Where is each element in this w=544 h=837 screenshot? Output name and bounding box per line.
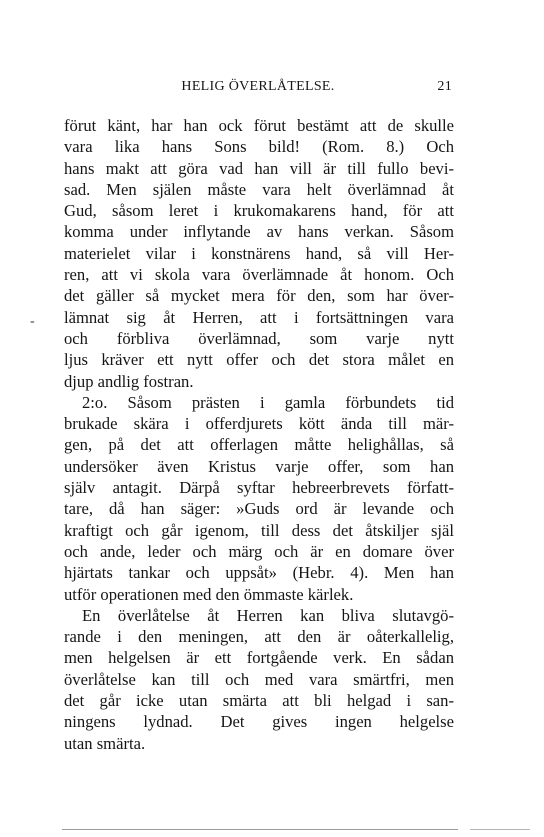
text-line: det gäller så mycket mera för den, som har över- [64,286,454,306]
text-line: vara lika hans Sons bild! (Rom. 8.) Och [64,137,454,157]
text-line: tare, då han säger: »Guds ord är levande och [64,499,454,519]
text-line: 2:o. Såsom prästen i gamla förbundets tid [82,392,454,412]
text-line: men helgelsen är ett fortgående verk. En sådan [64,648,454,668]
text-line: ljus kräver ett nytt offer och det stora målet en [64,350,454,370]
running-title: HELIG ÖVERLÅTELSE. [181,79,335,94]
text-line: kraftigt och går igenom, till dess det åtskiljer själ [64,520,454,540]
text-line: undersöker även Kristus varje offer, som han [64,456,454,476]
text-line: utför operationen med den ömmaste kärlek. [64,584,354,604]
text-line: sad. Men själen måste vara helt överlämnad åt [64,179,454,199]
text-line: Gud, såsom leret i krukomakarens hand, för att [64,201,454,221]
text-line: djup andlig fostran. [64,371,194,391]
text-line: överlåtelse kan till och med vara smärtfri, men [64,669,454,689]
text-line: hjärtats tankar och uppsåt» (Hebr. 4). Men han [64,563,454,583]
body-text [64,115,454,754]
text-line: och förbliva överlämnad, som varje nytt [64,328,454,348]
text-line: utan smärta. [64,733,146,753]
text-line: lämnat sig åt Herren, att i fortsättningen vara [64,307,454,327]
bottom-rule-right [470,829,530,830]
text-line: materielet vilar i konstnärens hand, så vill Her- [64,243,454,263]
text-line: ningens lydnad. Det gives ingen helgelse [64,712,454,732]
running-head [64,79,452,101]
bottom-rule [62,829,458,830]
margin-mark: - [30,314,35,329]
page-number: 21 [437,79,452,94]
text-line: rande i den meningen, att den är oåterkallelig, [64,627,454,647]
text-line: gen, på det att offerlagen måtte helighållas, så [64,435,454,455]
text-line: förut känt, har han ock förut bestämt att de skulle [64,116,454,135]
text-line: brukade skära i offerdjurets kött ända till mär- [64,414,454,434]
text-line: och ande, leder och märg och är en domare över [64,541,454,561]
text-line: själv antagit. Därpå syftar hebreerbrevets författ- [64,478,454,498]
text-line: det går icke utan smärta att bli helgad i san- [64,691,454,711]
text-line: hans makt att göra vad han vill är till fullo bevi- [64,158,454,178]
text-line: komma under inflytande av hans verkan. Såsom [64,222,454,242]
text-line: ren, att vi skola vara överlämnade åt honom. Och [64,265,454,285]
text-line: En överlåtelse åt Herren kan bliva slutavgö- [82,605,454,625]
